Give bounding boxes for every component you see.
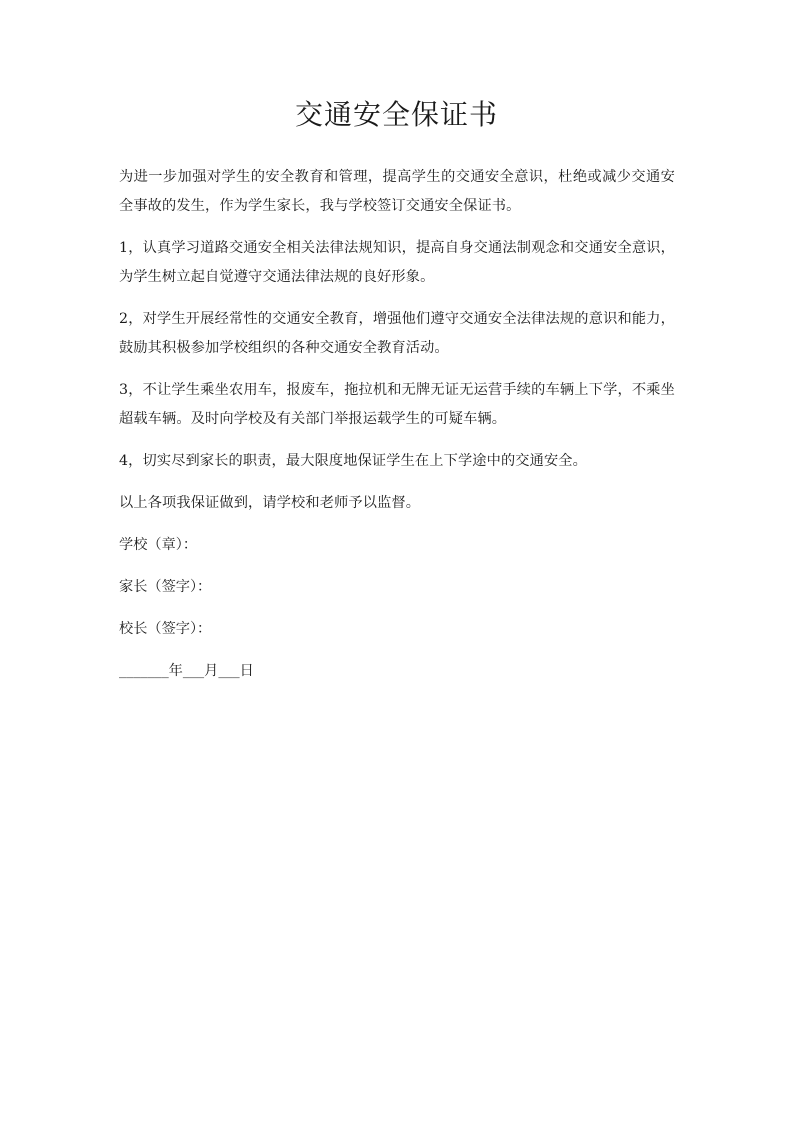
intro-paragraph: 为进一步加强对学生的安全教育和管理，提高学生的交通安全意识，杜绝或减少交通安全事故的发生，作为学生家长，我与学校签订交通安全保证书。: [119, 169, 675, 214]
clause-3: 3，不让学生乘坐农用车，报废车，拖拉机和无牌无证无运营手续的车辆上下学，不乘坐超载车辆。及时向学校及有关部门举报运载学生的可疑车辆。: [119, 382, 675, 427]
document-title: 交通安全保证书: [294, 98, 498, 131]
clause-4: 4，切实尽到家长的职责，最大限度地保证学生在上下学途中的交通安全。: [119, 453, 587, 469]
parent-signature-line: 家长（签字）：: [119, 579, 212, 595]
principal-signature-line: 校长（签字）：: [119, 621, 212, 637]
date-line: _______年___月___日: [119, 663, 254, 679]
document-body: [119, 163, 675, 686]
school-seal-line: 学校（章）：: [119, 537, 198, 553]
clause-2: 2，对学生开展经常性的交通安全教育，增强他们遵守交通安全法律法规的意识和能力，鼓励其积极参加学校组织的各种交通安全教育活动。: [119, 311, 675, 356]
closing-statement: 以上各项我保证做到，请学校和老师予以监督。: [119, 495, 421, 511]
clause-1: 1，认真学习道路交通安全相关法律法规知识，提高自身交通法制观念和交通安全意识，为学生树立起自觉遵守交通法律法规的良好形象。: [119, 240, 675, 285]
